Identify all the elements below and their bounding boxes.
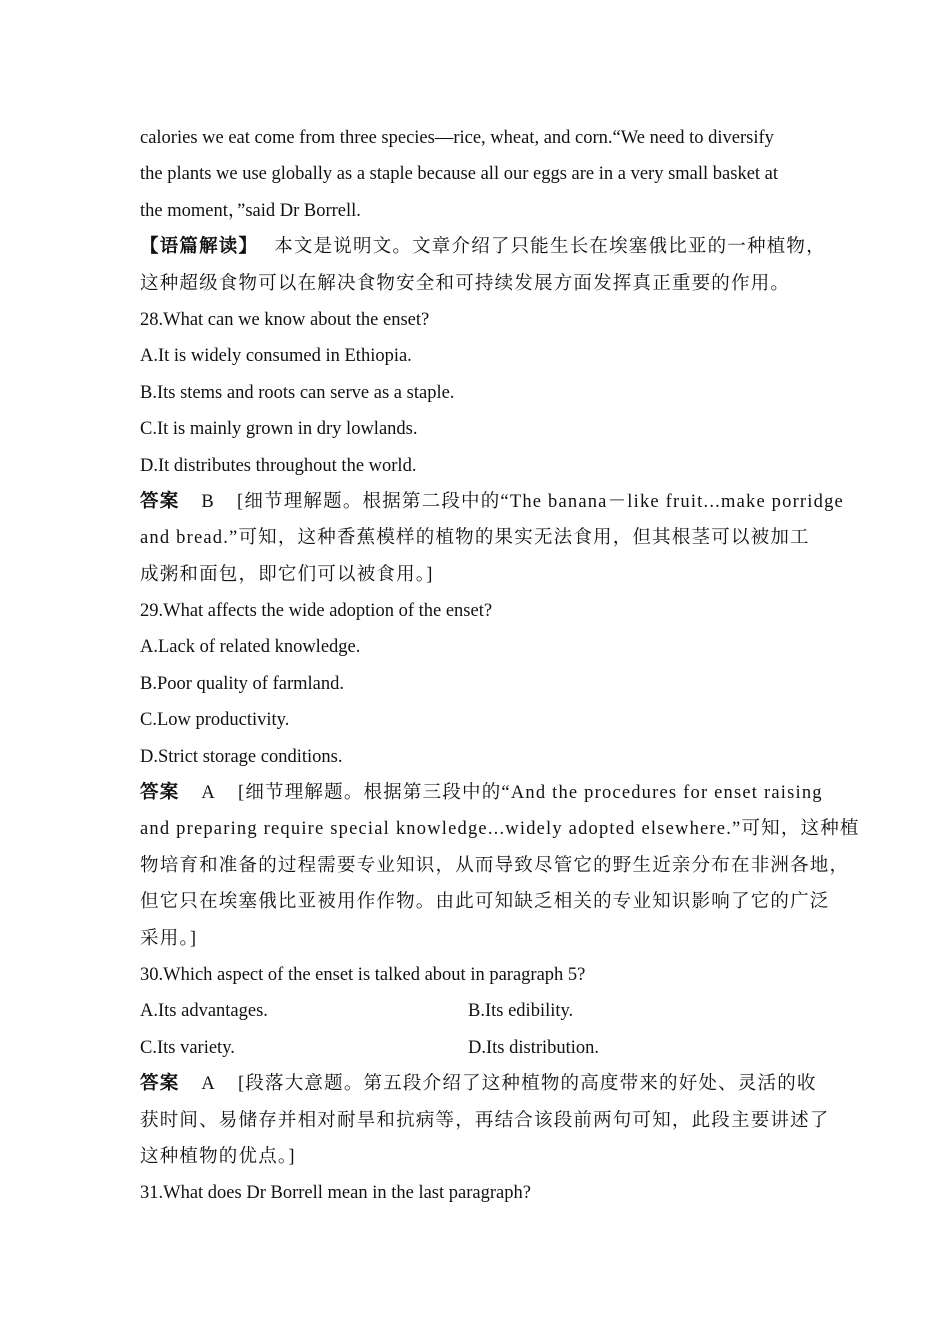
answer-line <box>140 1066 817 1102</box>
question-option: D.Strict storage conditions. <box>140 746 343 767</box>
question-option: C.It is mainly grown in dry lowlands. <box>140 419 418 440</box>
question-stem: 30.Which aspect of the enset is talked about in paragraph 5? <box>140 964 586 985</box>
question-option: A.Its advantages. <box>140 1001 268 1022</box>
answer-label: 答案 <box>140 783 180 804</box>
answer-explanation: 获时间、易储存并相对耐旱和抗病等，再结合该段前两句可知，此段主要讲述了 <box>140 1110 830 1131</box>
question-stem: 28.What can we know about the enset? <box>140 309 430 330</box>
passage-tail <box>140 120 810 229</box>
question-30 <box>140 957 830 1175</box>
summary-text: 本文是说明文。文章介绍了只能生长在埃塞俄比亚的一种植物， <box>274 237 826 258</box>
question-28 <box>140 302 844 593</box>
answer-explanation: [细节理解题。根据第二段中的“The banana－like fruit...make porridge <box>236 491 844 512</box>
passage-line: calories we eat come from three species—rice, wheat, and corn.“We need to diversify <box>140 128 774 148</box>
question-option: C.Its variety. <box>140 1037 235 1058</box>
answer-explanation: 采用。] <box>140 928 198 949</box>
answer-explanation: 成粥和面包，即它们可以被食用。] <box>140 564 434 585</box>
summary-label: 【语篇解读】 <box>140 237 259 258</box>
answer-explanation: 这种植物的优点。] <box>140 1146 296 1167</box>
answer-explanation: [段落大意题。第五段介绍了这种植物的高度带来的好处、灵活的收 <box>237 1074 817 1095</box>
question-option: B.Its edibility. <box>468 1001 574 1022</box>
document-page <box>140 120 860 1212</box>
question-option: C.Low productivity. <box>140 710 290 731</box>
answer-explanation: [细节理解题。根据第三段中的“And the procedures for enset raising <box>237 783 823 804</box>
question-option: B.Its stems and roots can serve as a staple. <box>140 382 455 403</box>
answer-letter: B <box>201 491 215 512</box>
question-option: B.Poor quality of farmland. <box>140 673 344 694</box>
passage-summary <box>140 229 826 302</box>
answer-line <box>140 775 823 811</box>
question-29 <box>140 593 860 957</box>
summary-line: 这种超级食物可以在解决食物安全和可持续发展方面发挥真正重要的作用。 <box>140 273 791 294</box>
passage-line: the plants we use globally as a staple because all our eggs are in a very small basket at <box>140 164 779 185</box>
answer-letter: A <box>201 783 216 804</box>
summary-line <box>140 229 826 265</box>
answer-letter: A <box>201 1074 216 1095</box>
answer-explanation: and preparing require special knowledge...widely adopted elsewhere.”可知，这种植 <box>140 819 860 840</box>
answer-explanation: 物培育和准备的过程需要专业知识，从而导致尽管它的野生近亲分布在非洲各地， <box>140 855 850 876</box>
question-option: A.It is widely consumed in Ethiopia. <box>140 346 412 367</box>
question-stem: 31.What does Dr Borrell mean in the last paragraph? <box>140 1183 531 1204</box>
answer-label: 答案 <box>140 491 180 512</box>
question-option: D.Its distribution. <box>468 1037 600 1058</box>
answer-label: 答案 <box>140 1074 180 1095</box>
question-31 <box>140 1175 810 1211</box>
answer-line <box>140 484 844 520</box>
question-option: A.Lack of related knowledge. <box>140 637 361 658</box>
answer-explanation: and bread.”可知，这种香蕉模样的植物的果实无法食用，但其根茎可以被加工 <box>140 528 810 549</box>
question-stem: 29.What affects the wide adoption of the enset? <box>140 601 493 622</box>
passage-line: the moment，”said Dr Borrell. <box>140 200 361 221</box>
answer-explanation: 但它只在埃塞俄比亚被用作作物。由此可知缺乏相关的专业知识影响了它的广泛 <box>140 892 830 913</box>
question-options-row <box>140 1030 810 1066</box>
question-option: D.It distributes throughout the world. <box>140 455 417 476</box>
question-options-row <box>140 993 810 1029</box>
